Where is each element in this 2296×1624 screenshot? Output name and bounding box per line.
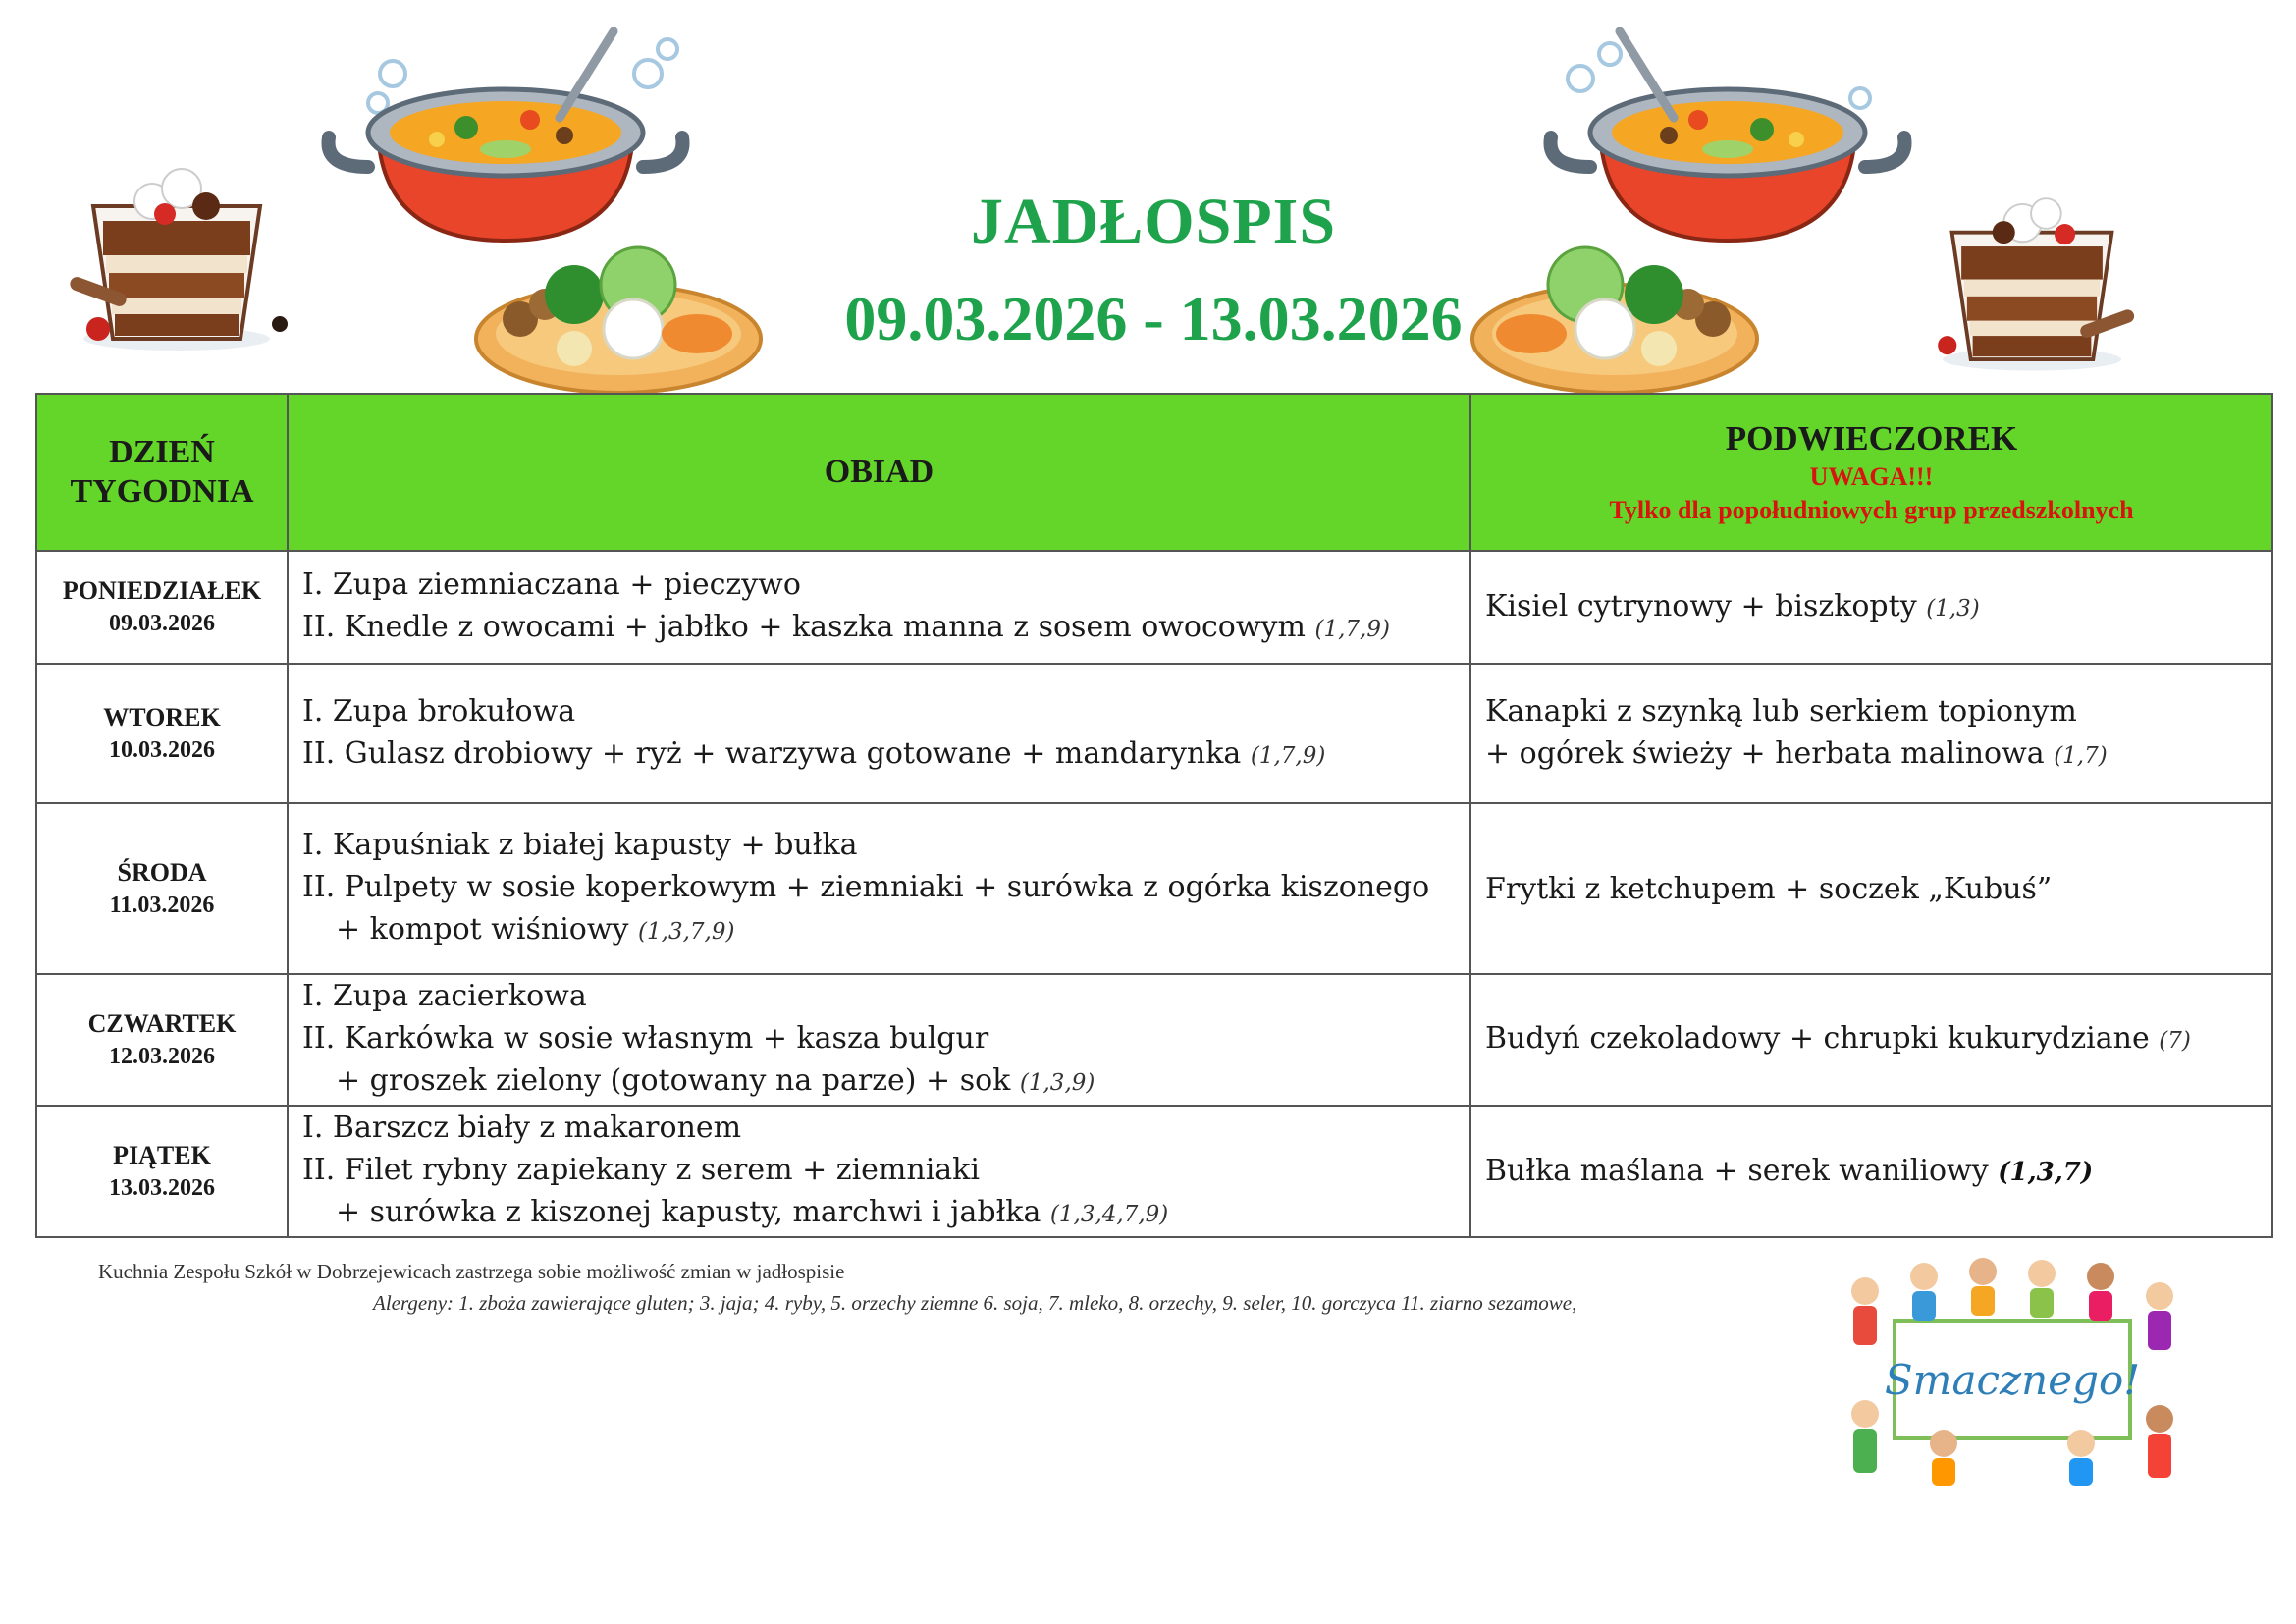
warning-label: UWAGA!!! xyxy=(1809,462,1934,491)
pod-line xyxy=(1485,732,2258,778)
allergen-codes: (1,3,7) xyxy=(1998,1157,2094,1187)
allergen-codes: (1,3) xyxy=(1926,595,1980,622)
allergen-codes: (1,3,4,7,9) xyxy=(1049,1202,1169,1227)
dessert-cup-icon xyxy=(1919,157,2145,383)
obiad-cell xyxy=(288,974,1470,1106)
warning-note: Tylko dla popołudniowych grup przedszkolnych xyxy=(1609,496,2134,524)
obiad-line: I. Zupa brokułowa xyxy=(302,693,576,729)
pod-text: + ogórek świeży + herbata malinowa xyxy=(1485,735,2045,771)
smacznego-text: Smacznego! xyxy=(1884,1356,2141,1404)
obiad-text: + sok xyxy=(926,1063,1011,1098)
podwieczorek-cell xyxy=(1470,974,2272,1106)
obiad-line: I. Zupa zacierkowa xyxy=(302,979,587,1013)
table-header-row xyxy=(36,394,2272,551)
child-figure xyxy=(1930,1430,1957,1486)
allergen-codes: (7) xyxy=(2159,1028,2191,1054)
child-figure xyxy=(1851,1400,1879,1473)
table-row xyxy=(36,1106,2272,1237)
obiad-cell xyxy=(288,551,1470,664)
day-name: ŚRODA xyxy=(117,857,207,887)
obiad-text: + surówka z kiszonej kapusty, marchwi i jabłka xyxy=(336,1195,1041,1229)
header-obiad: OBIAD xyxy=(288,394,1470,551)
table-row xyxy=(36,551,2272,664)
obiad-text: + groszek zielony xyxy=(336,1063,602,1098)
obiad-line: II. Filet rybny zapiekany z serem + ziemniaki xyxy=(302,1153,980,1187)
day-name: CZWARTEK xyxy=(87,1008,237,1038)
header-podwieczorek-label: PODWIECZOREK xyxy=(1725,419,2018,458)
date-range: 09.03.2026 - 13.03.2026 xyxy=(844,284,1463,353)
pod-line xyxy=(1485,585,2258,630)
obiad-cell xyxy=(288,1106,1470,1237)
table-row xyxy=(36,664,2272,803)
child-figure xyxy=(2087,1263,2114,1321)
podwieczorek-cell xyxy=(1470,1106,2272,1237)
obiad-line xyxy=(302,606,1456,651)
pod-line: Kanapki z szynką lub serkiem topionym xyxy=(1485,693,2077,729)
obiad-text: II. Knedle z owocami + jabłko + kaszka manna z sosem owocowym xyxy=(302,610,1306,644)
pod-line xyxy=(1485,1017,2258,1062)
allergen-codes: (1,7) xyxy=(2054,742,2108,769)
obiad-line: II. Karkówka w sosie własnym + kasza bulgur xyxy=(302,1021,989,1056)
dessert-cup-icon xyxy=(59,128,294,363)
allergen-codes: (1,3,9) xyxy=(1019,1070,1095,1096)
day-cell xyxy=(36,1106,288,1237)
podwieczorek-cell xyxy=(1470,803,2272,974)
obiad-line xyxy=(302,908,1456,953)
obiad-line xyxy=(302,1191,1456,1236)
menu-table xyxy=(35,393,2273,1238)
obiad-line: I. Barszcz biały z makaronem xyxy=(302,1110,742,1145)
obiad-line: I. Kapuśniak z białej kapusty + bułka xyxy=(302,828,858,862)
soup-pot-icon xyxy=(1541,20,1914,255)
table-row xyxy=(36,803,2272,974)
pod-line xyxy=(1485,1150,2258,1194)
day-cell xyxy=(36,664,288,803)
podwieczorek-cell xyxy=(1470,664,2272,803)
day-name: PIĄTEK xyxy=(113,1140,211,1169)
child-figure xyxy=(2028,1260,2056,1318)
allergen-codes: (1,3,7,9) xyxy=(638,919,735,945)
day-name: WTOREK xyxy=(103,702,221,731)
table-row xyxy=(36,974,2272,1106)
obiad-cell xyxy=(288,803,1470,974)
pod-text: Budyń czekoladowy + chrupki kukurydziane xyxy=(1485,1021,2150,1056)
header-day: DZIEŃ TYGODNIA xyxy=(36,394,288,551)
kitchen-note: Kuchnia Zespołu Szkół w Dobrzejewicach zastrzega sobie możliwość zmian w jadłospisie xyxy=(98,1260,845,1283)
day-cell xyxy=(36,803,288,974)
child-figure xyxy=(1910,1263,1938,1321)
pod-line: Frytki z ketchupem + soczek „Kubuś” xyxy=(1485,871,2053,906)
allergen-legend: Alergeny: 1. zboża zawierające gluten; 3. jaja; 4. ryby, 5. orzechy ziemne 6. soja, 7. mleko, 8. orzechy, 9. seler, 10. gorczyca 11. ziarno sezamowe, xyxy=(373,1291,1577,1315)
day-cell xyxy=(36,551,288,664)
allergen-codes: (1,7,9) xyxy=(1250,742,1326,769)
pod-text: Kisiel cytrynowy + biszkopty xyxy=(1485,588,1917,623)
day-date: 13.03.2026 xyxy=(109,1174,215,1201)
obiad-note: (gotowany na parze) xyxy=(610,1063,917,1098)
day-date: 10.03.2026 xyxy=(109,736,215,763)
obiad-cell xyxy=(288,664,1470,803)
day-date: 11.03.2026 xyxy=(109,892,215,918)
child-figure xyxy=(2067,1430,2095,1486)
day-name: PONIEDZIAŁEK xyxy=(62,576,262,605)
vegetable-plate-icon xyxy=(471,231,766,398)
child-figure xyxy=(1969,1258,1997,1316)
child-figure xyxy=(2146,1282,2173,1350)
day-date: 09.03.2026 xyxy=(109,611,215,636)
obiad-line xyxy=(302,1059,1456,1105)
kids-smacznego-illustration xyxy=(1836,1252,2189,1488)
day-date: 12.03.2026 xyxy=(109,1043,215,1069)
obiad-text: + kompot wiśniowy xyxy=(336,912,629,947)
page-title: JADŁOSPIS xyxy=(970,186,1337,257)
allergen-codes: (1,7,9) xyxy=(1314,617,1390,642)
soup-pot-icon xyxy=(319,20,692,255)
obiad-line: II. Pulpety w sosie koperkowym + ziemniaki + surówka z ogórka kiszonego xyxy=(302,870,1430,904)
obiad-text: II. Gulasz drobiowy + ryż + warzywa gotowane + mandarynka xyxy=(302,735,1242,771)
child-figure xyxy=(2146,1405,2173,1478)
header-podwieczorek xyxy=(1470,394,2272,551)
day-cell xyxy=(36,974,288,1106)
podwieczorek-cell xyxy=(1470,551,2272,664)
obiad-line: I. Zupa ziemniaczana + pieczywo xyxy=(302,568,801,602)
child-figure xyxy=(1851,1277,1879,1345)
pod-text: Bułka maślana + serek waniliowy xyxy=(1485,1153,1989,1188)
obiad-line xyxy=(302,732,1456,778)
